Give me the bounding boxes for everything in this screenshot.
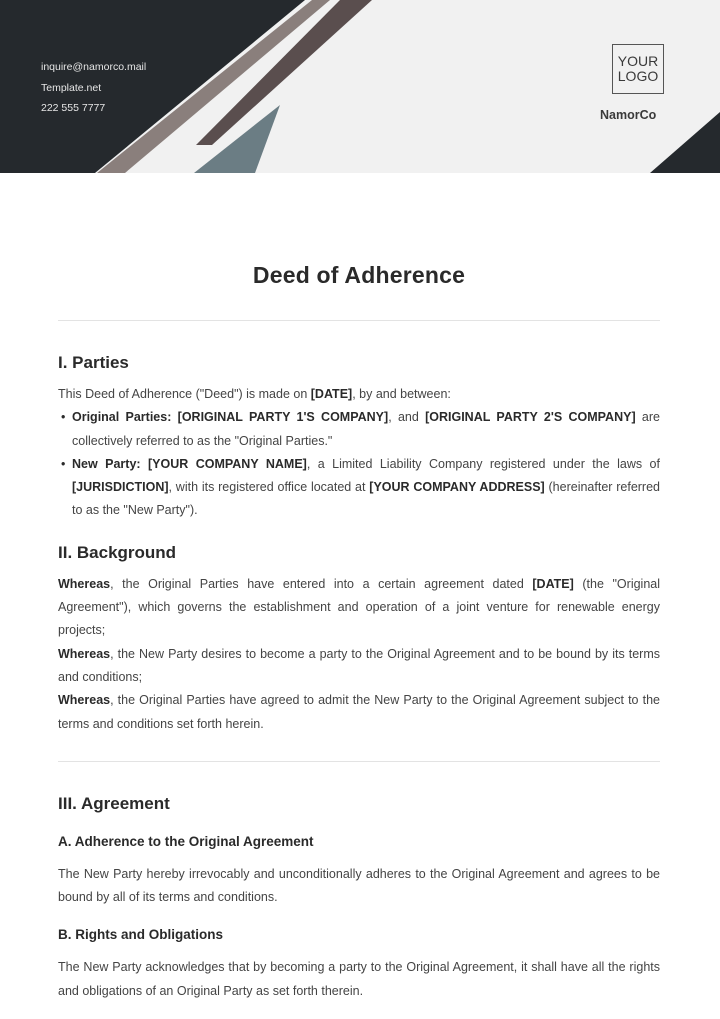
background-paragraph-2: Whereas, the New Party desires to become a party to the Original Agreement and to be bound by its terms and conditions; (58, 646, 660, 684)
subheading-adherence: A. Adherence to the Original Agreement (58, 833, 314, 849)
document-title: Deed of Adherence (252, 262, 466, 288)
company-name: NamorCo (600, 108, 657, 122)
section-heading-agreement: III. Agreement (58, 793, 170, 813)
parties-intro: This Deed of Adherence ("Deed") is made on [DATE], by and between: (58, 387, 451, 401)
contact-website: Template.net (41, 81, 102, 94)
logo-text: YOUR LOGO (617, 53, 659, 84)
contact-email: inquire@namorco.mail (41, 61, 147, 73)
parties-list (58, 406, 660, 522)
title-divider (58, 320, 660, 321)
document-body (58, 262, 660, 1003)
section-heading-parties: I. Parties (58, 353, 129, 372)
header-banner (0, 0, 720, 173)
section-heading-background: II. Background (58, 542, 177, 562)
background-paragraph-1: Whereas, the Original Parties have entered into a certain agreement dated [DATE] (the "Original Agreement"), which governs the establishment and operation of a joint venture for renewable energy projects; (58, 576, 660, 638)
background-paragraph-3: Whereas, the Original Parties have agreed to admit the New Party to the Original Agreement subject to the terms and conditions set forth herein. (58, 693, 660, 731)
contact-info (41, 57, 146, 119)
list-item-new-party: • New Party: [YOUR COMPANY NAME], a Limited Liability Company registered under the laws of [JURISDICTION], with its registered office located at [YOUR COMPANY ADDRESS] (hereinafter referred to as the "New Party"). (72, 453, 660, 523)
subheading-rights: B. Rights and Obligations (58, 927, 223, 943)
list-item-original-parties: • Original Parties: [ORIGINAL PARTY 1'S COMPANY], and [ORIGINAL PARTY 2'S COMPANY] are collectively referred to as the "Original Parties." (72, 406, 660, 453)
company-logo (612, 44, 664, 94)
section-divider (58, 761, 660, 762)
rights-paragraph: The New Party acknowledges that by becoming a party to the Original Agreement, it shall have all the rights and obligations of an Original Party as set forth therein. (58, 960, 660, 998)
adherence-paragraph: The New Party hereby irrevocably and unconditionally adheres to the Original Agreement and agrees to be bound by all of its terms and conditions. (58, 866, 660, 905)
contact-phone: 222 555 7777 (41, 102, 106, 114)
